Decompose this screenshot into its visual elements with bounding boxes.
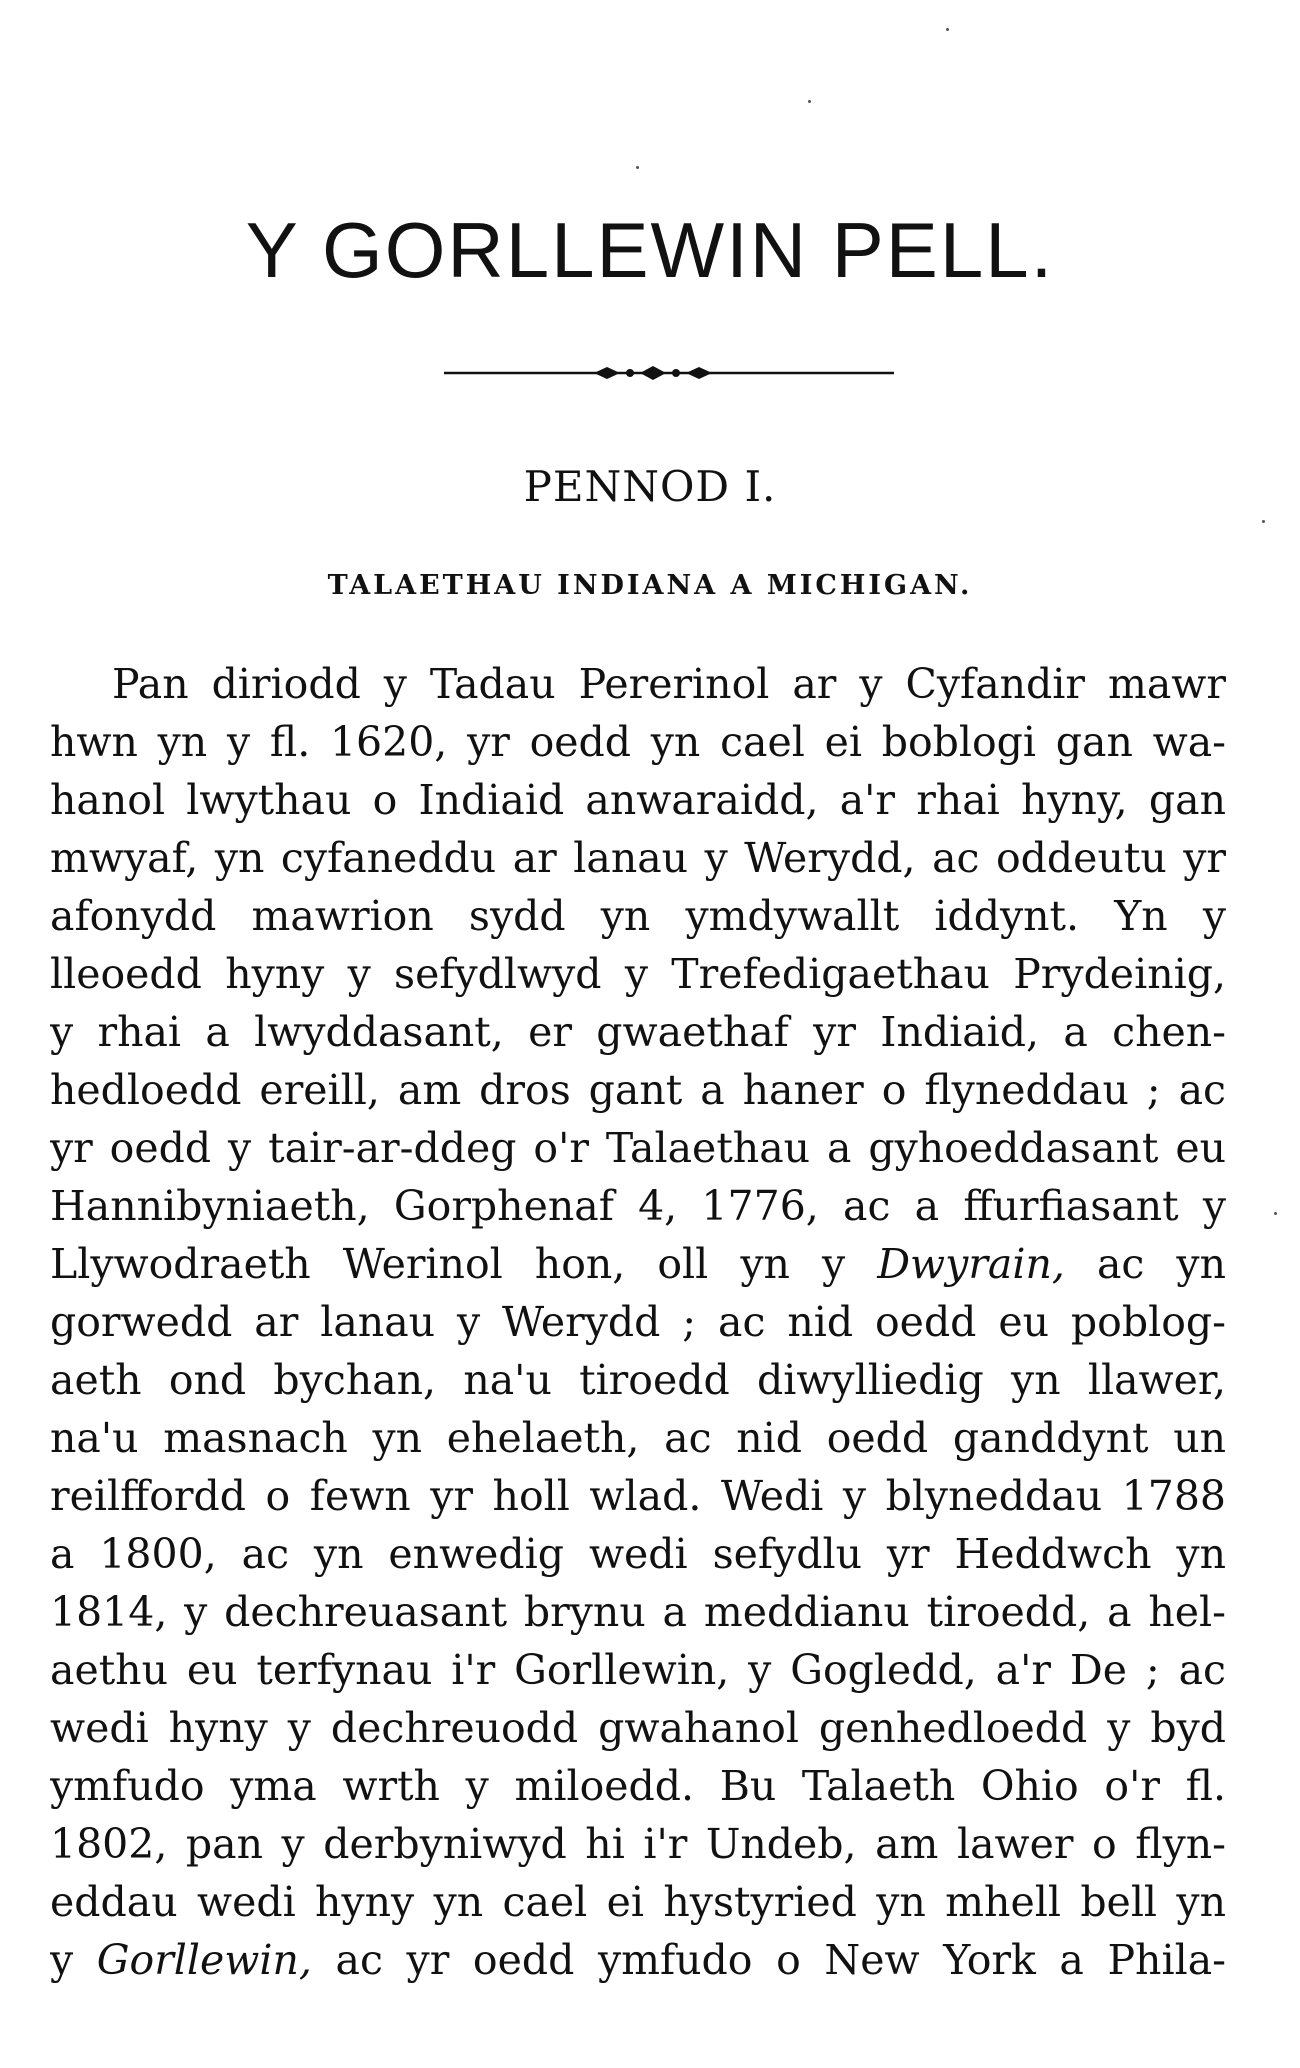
text-line: wedi hyny y dechreuodd gwahanol genhedloedd y byd	[50, 1704, 1226, 1752]
text-line: Hannibyniaeth, Gorphenaf 4, 1776, ac a ffurfiasant y	[50, 1182, 1226, 1230]
text-line	[50, 1235, 1226, 1293]
chapter-subtitle: TALAETHAU INDIANA A MICHIGAN.	[327, 570, 973, 601]
text-run: ac yn	[1064, 1240, 1226, 1288]
text-line: ymfudo yma wrth y miloedd. Bu Talaeth Ohio o'r fl.	[50, 1762, 1226, 1810]
text-run: ac yr oedd ymfudo o New York a Phila-	[311, 1936, 1226, 1984]
chapter-heading: PENNOD I.	[523, 462, 777, 511]
text-line	[50, 1931, 1226, 1989]
scan-speck	[1274, 1212, 1277, 1215]
text-line: yr oedd y tair-ar-ddeg o'r Talaethau a gyhoeddasant eu	[50, 1124, 1226, 1172]
text-line: mwyaf, yn cyfaneddu ar lanau y Werydd, ac oddeutu yr	[50, 834, 1226, 882]
body-paragraph	[50, 655, 1226, 1989]
text-line: afonydd mawrion sydd yn ymdywallt iddynt. Yn y	[50, 892, 1226, 940]
text-line: a 1800, ac yn enwedig wedi sefydlu yr Heddwch yn	[50, 1530, 1226, 1578]
text-line: y rhai a lwyddasant, er gwaethaf yr Indiaid, a chen-	[50, 1008, 1226, 1056]
text-line: hedloedd ereill, am dros gant a haner o flyneddau ; ac	[50, 1066, 1226, 1114]
italic-place-name: Gorllewin,	[96, 1936, 312, 1984]
text-run: Llywodraeth Werinol hon, oll yn y	[50, 1240, 878, 1288]
text-run: y	[50, 1936, 97, 1984]
text-line: 1814, y dechreuasant brynu a meddianu tiroedd, a hel-	[50, 1588, 1226, 1636]
text-line: eddau wedi hyny yn cael ei hystyried yn mhell bell yn	[50, 1878, 1226, 1926]
text-line: aeth ond bychan, na'u tiroedd diwylliedig yn llawer,	[50, 1356, 1226, 1404]
scan-speck	[1262, 520, 1265, 523]
page-title: Y GORLLEWIN PELL.	[245, 206, 1055, 294]
text-line: 1802, pan y derbyniwyd hi i'r Undeb, am lawer o flyn-	[50, 1820, 1226, 1868]
text-line: Pan diriodd y Tadau Pererinol ar y Cyfandir mawr	[112, 660, 1226, 708]
italic-place-name: Dwyrain,	[877, 1240, 1065, 1288]
text-line: hanol lwythau o Indiaid anwaraidd, a'r rhai hyny, gan	[50, 776, 1226, 824]
text-line: hwn yn y fl. 1620, yr oedd yn cael ei boblogi gan wa-	[50, 718, 1226, 766]
scan-speck	[946, 28, 949, 31]
decorative-rule-ornament	[444, 362, 894, 384]
scan-speck	[808, 100, 811, 103]
text-line: aethu eu terfynau i'r Gorllewin, y Gogledd, a'r De ; ac	[50, 1646, 1226, 1694]
text-line: gorwedd ar lanau y Werydd ; ac nid oedd eu poblog-	[50, 1298, 1226, 1346]
text-line: na'u masnach yn ehelaeth, ac nid oedd ganddynt un	[50, 1414, 1226, 1462]
text-line: reilffordd o fewn yr holl wlad. Wedi y blyneddau 1788	[50, 1472, 1226, 1520]
text-line: lleoedd hyny y sefydlwyd y Trefedigaethau Prydeinig,	[50, 950, 1226, 998]
scan-speck	[636, 166, 639, 169]
